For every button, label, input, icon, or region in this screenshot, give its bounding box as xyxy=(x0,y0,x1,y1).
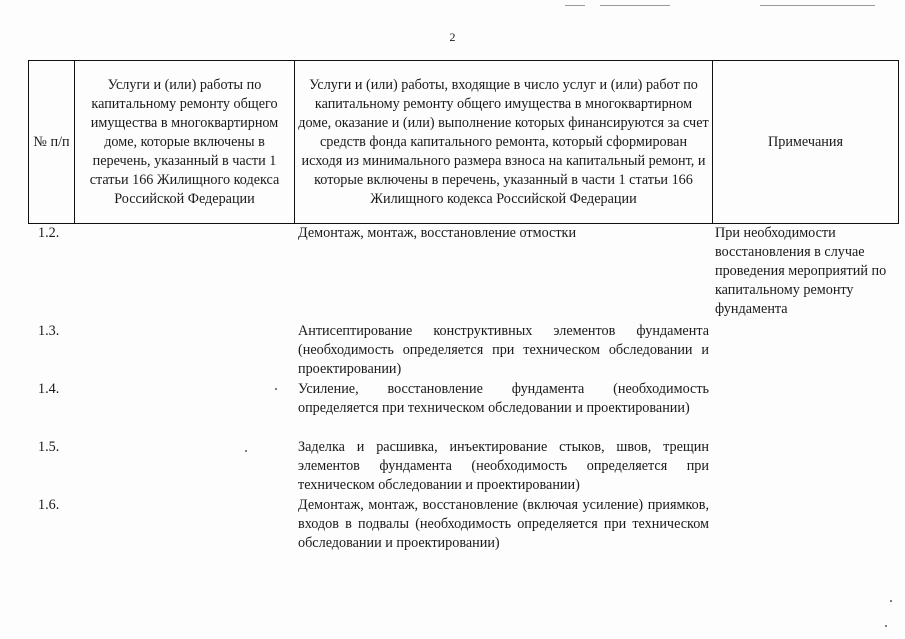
header-col-fund-services: Услуги и (или) работы, входящие в число услуг и (или) работ по капитальному ремонту общего имущества в многоквартирном доме, оказание и (или) выполнение которых финансируются за счет средств фонда капитального ремонта, который сформирован исходя из минимального размера взноса на капитальный ремонт, и которые включены в перечень, указанный в части 1 статьи 166 Жилищного кодекса Российской Федерации xyxy=(295,61,713,224)
row-service: Демонтаж, монтаж, восстановление (включая усиление) приямков, входов в подвалы (необходимость определяется при техническом обследовании и проектировании) xyxy=(298,497,709,551)
scan-speck xyxy=(885,625,887,627)
row-service: Антисептирование конструктивных элементов фундамента (необходимость определяется при техническом обследовании и проектировании) xyxy=(298,323,709,377)
row-service: Демонтаж, монтаж, восстановление отмостки xyxy=(298,225,577,241)
page-number: 2 xyxy=(449,30,456,44)
header-col-services: Услуги и (или) работы по капитальному ремонту общего имущества в многоквартирном доме, которые включены в перечень, указанный в части 1 статьи 166 Жилищного кодекса Российской Федерации xyxy=(75,61,295,224)
table-header xyxy=(28,60,899,224)
row-number: 1.5. xyxy=(38,439,60,455)
scan-artifact-line xyxy=(565,5,585,6)
row-number: 1.6. xyxy=(38,497,60,513)
row-note: При необходимости восстановления в случае проведения мероприятий по капитальному ремонту фундамента xyxy=(715,225,887,317)
row-number: 1.3. xyxy=(38,323,60,339)
header-col-number: № п/п xyxy=(29,61,75,224)
row-service: Усиление, восстановление фундамента (необходимость определяется при техническом обследовании и проектировании) xyxy=(298,381,709,416)
row-number: 1.2. xyxy=(38,225,60,241)
scan-artifact-line xyxy=(760,5,875,6)
scan-speck xyxy=(245,450,247,452)
row-number: 1.4. xyxy=(38,381,60,397)
scan-artifact-line xyxy=(600,5,670,6)
row-service: Заделка и расшивка, инъектирование стыков, швов, трещин элементов фундамента (необходимость определяется при техническом обследовании и проектировании) xyxy=(298,439,709,493)
scan-speck xyxy=(890,600,892,602)
header-col-notes: Примечания xyxy=(713,61,899,224)
scan-speck xyxy=(275,388,277,390)
